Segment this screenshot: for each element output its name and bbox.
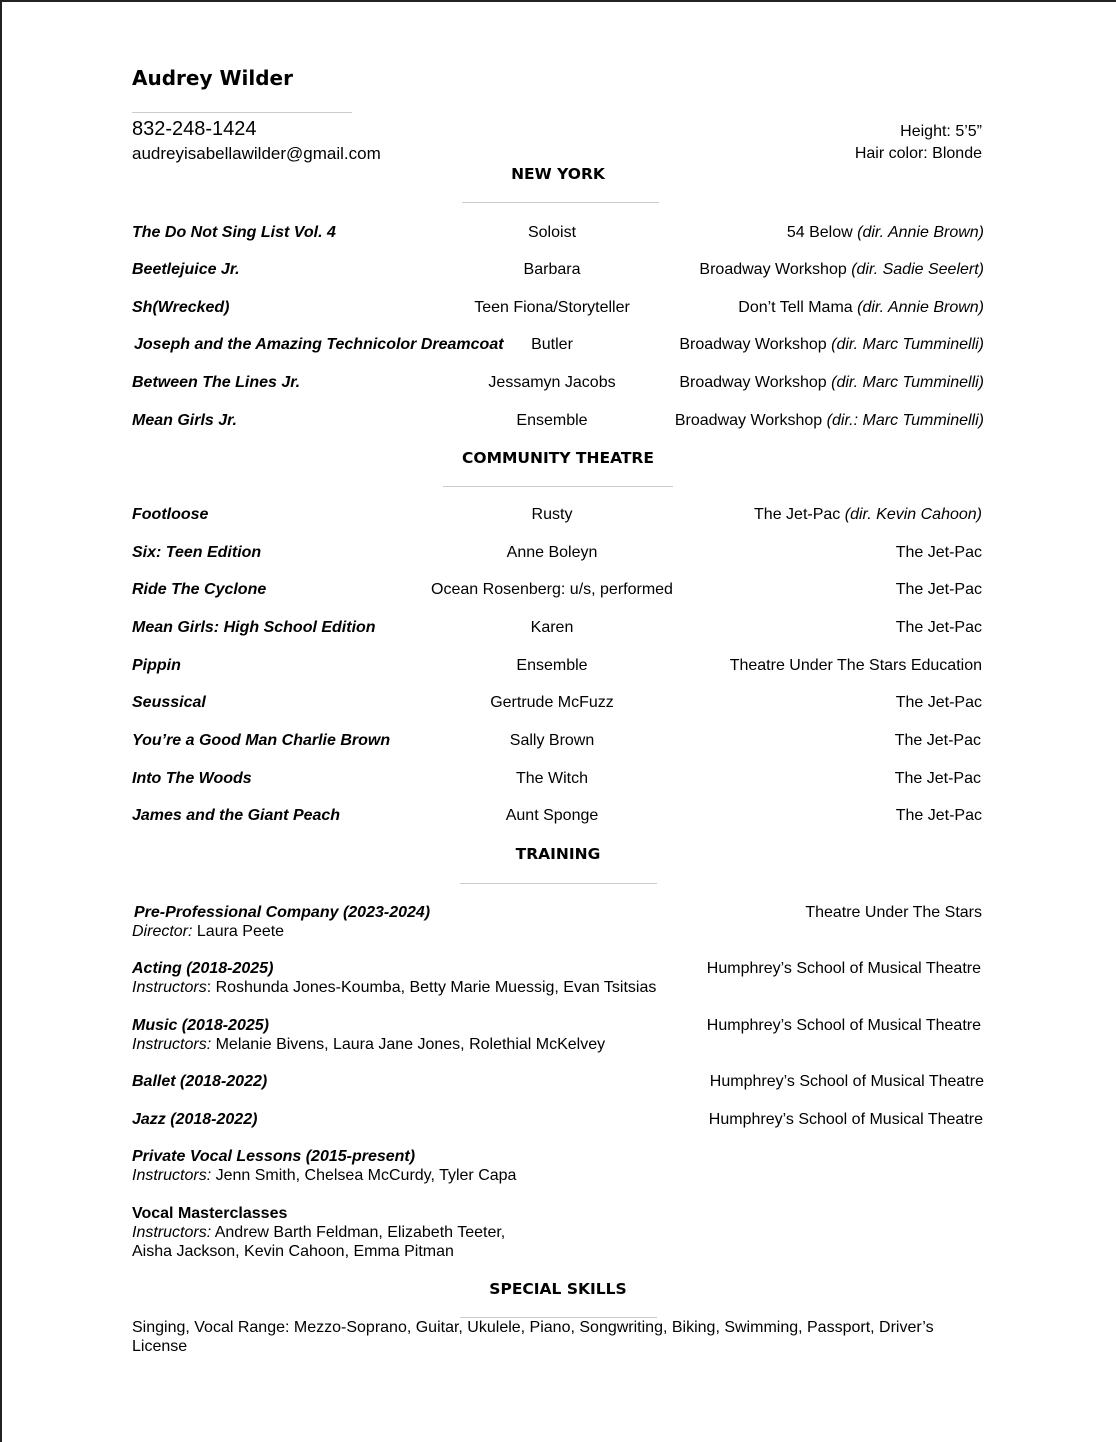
instructor-label: Instructors: <box>132 1036 212 1053</box>
credit-row <box>132 412 984 434</box>
role-name: Soloist <box>527 224 577 241</box>
hair-color-stat: Hair color: Blonde <box>854 145 982 162</box>
role-name: The Witch <box>516 770 589 787</box>
show-title: Beetlejuice Jr. <box>132 261 240 278</box>
venue-name: The Jet-Pac <box>754 506 841 523</box>
credit-row <box>132 261 984 283</box>
training-item <box>132 903 984 941</box>
actor-name: Audrey Wilder <box>132 66 293 90</box>
venue-cell <box>679 336 984 354</box>
training-title: Jazz (2018-2022) <box>132 1111 258 1128</box>
venue-cell <box>895 770 981 788</box>
credit-row <box>132 619 984 641</box>
training-instructors <box>132 978 984 997</box>
instructor-names: Andrew Barth Feldman, Elizabeth Teeter, <box>211 1224 506 1241</box>
training-item <box>132 1016 984 1054</box>
venue-name: The Jet-Pac <box>895 619 982 636</box>
training-instructors <box>132 1223 984 1242</box>
training-instructors <box>132 1035 984 1054</box>
role-name: Jessamyn Jacobs <box>488 374 616 391</box>
venue-cell <box>896 581 982 599</box>
venue-name: 54 Below <box>786 224 853 241</box>
venue-cell <box>896 619 982 637</box>
credit-row <box>132 544 984 566</box>
venue-cell <box>730 657 982 675</box>
director-credit: (dir. Annie Brown) <box>857 299 984 316</box>
credit-row <box>132 299 984 321</box>
show-title: Seussical <box>132 694 206 711</box>
venue-name: Broadway Workshop <box>679 374 827 391</box>
role-name: Anne Boleyn <box>506 544 598 561</box>
phone-number: 832-248-1424 <box>132 118 257 140</box>
show-title: Footloose <box>132 506 209 523</box>
venue-name: The Jet-Pac <box>895 581 982 598</box>
credit-row <box>132 224 984 246</box>
show-title: Pippin <box>132 657 181 674</box>
venue-cell <box>896 807 982 825</box>
role-name: Butler <box>531 336 573 353</box>
training-item <box>132 1072 984 1091</box>
instructor-label: Instructors: <box>132 1167 212 1184</box>
credit-row <box>132 807 984 829</box>
name-divider <box>132 112 352 113</box>
show-title: James and the Giant Peach <box>132 807 341 824</box>
section-title-training: TRAINING <box>515 845 601 863</box>
show-title: Ride The Cyclone <box>132 581 267 598</box>
instructor-names: Jenn Smith, Chelsea McCurdy, Tyler Capa <box>211 1167 517 1184</box>
director-credit: (dir.: Marc Tumminelli) <box>826 412 984 429</box>
venue-cell <box>787 224 984 242</box>
special-skills-text: Singing, Vocal Range: Mezzo-Soprano, Guitar, Ukulele, Piano, Songwriting, Biking, Swimming, Passport, Driver’s License <box>132 1319 934 1355</box>
role-name: Ensemble <box>516 412 588 429</box>
venue-cell <box>896 544 982 562</box>
training-title: Ballet (2018-2022) <box>132 1073 268 1090</box>
venue-cell <box>754 506 982 524</box>
section-divider <box>460 883 657 884</box>
director-credit: (dir. Sadie Seelert) <box>851 261 984 278</box>
training-school: Theatre Under The Stars <box>805 904 982 921</box>
training-title: Pre-Professional Company (2023-2024) <box>134 904 431 921</box>
show-title: Sh(Wrecked) <box>132 299 230 316</box>
show-title: The Do Not Sing List Vol. 4 <box>132 224 336 241</box>
role-name: Barbara <box>523 261 581 278</box>
venue-cell <box>699 261 984 279</box>
venue-name: The Jet-Pac <box>895 694 982 711</box>
venue-name: The Jet-Pac <box>894 732 981 749</box>
venue-name: The Jet-Pac <box>894 770 981 787</box>
section-title-community-theatre: COMMUNITY THEATRE <box>462 449 654 467</box>
instructor-names-continued: Aisha Jackson, Kevin Cahoon, Emma Pitman <box>132 1243 454 1260</box>
role-name: Sally Brown <box>509 732 595 749</box>
credit-row <box>132 732 984 754</box>
venue-name: Broadway Workshop <box>699 261 847 278</box>
show-title: Six: Teen Edition <box>132 544 262 561</box>
credit-row <box>132 506 984 528</box>
instructor-label: Instructors: <box>132 1224 212 1241</box>
show-title: You’re a Good Man Charlie Brown <box>132 732 391 749</box>
credit-row <box>132 694 984 716</box>
height-stat: Height: 5’5” <box>900 123 982 140</box>
venue-name: Broadway Workshop <box>674 412 823 429</box>
venue-cell <box>738 299 984 317</box>
show-title: Between The Lines Jr. <box>132 374 301 391</box>
training-item-masterclasses <box>132 1204 984 1261</box>
credit-row <box>132 374 984 396</box>
training-title: Acting (2018-2025) <box>132 960 274 977</box>
venue-cell <box>679 374 984 392</box>
credit-row <box>132 770 984 792</box>
instructor-label: Instructors <box>132 979 207 996</box>
role-name: Ocean Rosenberg: u/s, performed <box>431 581 673 598</box>
instructor-names: Laura Peete <box>192 923 285 940</box>
training-title: Private Vocal Lessons (2015-present) <box>132 1148 416 1165</box>
role-name: Karen <box>530 619 574 636</box>
instructor-label: Director: <box>132 923 193 940</box>
role-name: Ensemble <box>516 657 588 674</box>
director-credit: (dir. Annie Brown) <box>857 224 984 241</box>
venue-name: The Jet-Pac <box>895 807 982 824</box>
director-credit: (dir. Marc Tumminelli) <box>831 374 984 391</box>
credit-row <box>132 657 984 679</box>
training-school: Humphrey’s School of Musical Theatre <box>709 1073 984 1090</box>
training-school: Humphrey’s School of Musical Theatre <box>708 1111 983 1128</box>
training-school: Humphrey’s School of Musical Theatre <box>706 960 981 977</box>
section-divider <box>462 202 659 203</box>
show-title: Joseph and the Amazing Technicolor Dreamcoat <box>134 336 504 353</box>
training-school: Humphrey’s School of Musical Theatre <box>706 1017 981 1034</box>
training-item <box>132 1147 984 1185</box>
show-title: Mean Girls: High School Edition <box>132 619 376 636</box>
section-title-special-skills: SPECIAL SKILLS <box>489 1280 627 1298</box>
role-name: Gertrude McFuzz <box>490 694 614 711</box>
email-address: audreyisabellawilder@gmail.com <box>132 144 381 163</box>
show-title: Mean Girls Jr. <box>132 412 237 429</box>
training-item <box>132 1110 984 1129</box>
role-name: Rusty <box>531 506 573 523</box>
section-title-new-york: NEW YORK <box>511 165 605 183</box>
instructor-names: : Roshunda Jones-Koumba, Betty Marie Muessig, Evan Tsitsias <box>206 979 657 996</box>
section-divider <box>443 486 673 487</box>
instructor-names: Melanie Bivens, Laura Jane Jones, Rolethial McKelvey <box>211 1036 606 1053</box>
role-name: Teen Fiona/Storyteller <box>474 299 630 316</box>
training-title: Music (2018-2025) <box>132 1017 269 1034</box>
director-credit: (dir. Kevin Cahoon) <box>844 506 982 523</box>
venue-name: Theatre Under The Stars Education <box>729 657 982 674</box>
venue-cell <box>675 412 984 430</box>
venue-name: The Jet-Pac <box>895 544 982 561</box>
training-instructors <box>132 1166 984 1185</box>
venue-cell <box>895 732 981 750</box>
show-title: Into The Woods <box>132 770 252 787</box>
role-name: Aunt Sponge <box>505 807 599 824</box>
credit-row <box>132 336 984 358</box>
venue-cell <box>896 694 982 712</box>
credit-row <box>132 581 984 603</box>
training-item <box>132 959 984 997</box>
venue-name: Don’t Tell Mama <box>738 299 853 316</box>
venue-name: Broadway Workshop <box>679 336 827 353</box>
director-credit: (dir. Marc Tumminelli) <box>831 336 984 353</box>
training-title: Vocal Masterclasses <box>132 1205 288 1222</box>
training-instructors <box>132 922 984 941</box>
